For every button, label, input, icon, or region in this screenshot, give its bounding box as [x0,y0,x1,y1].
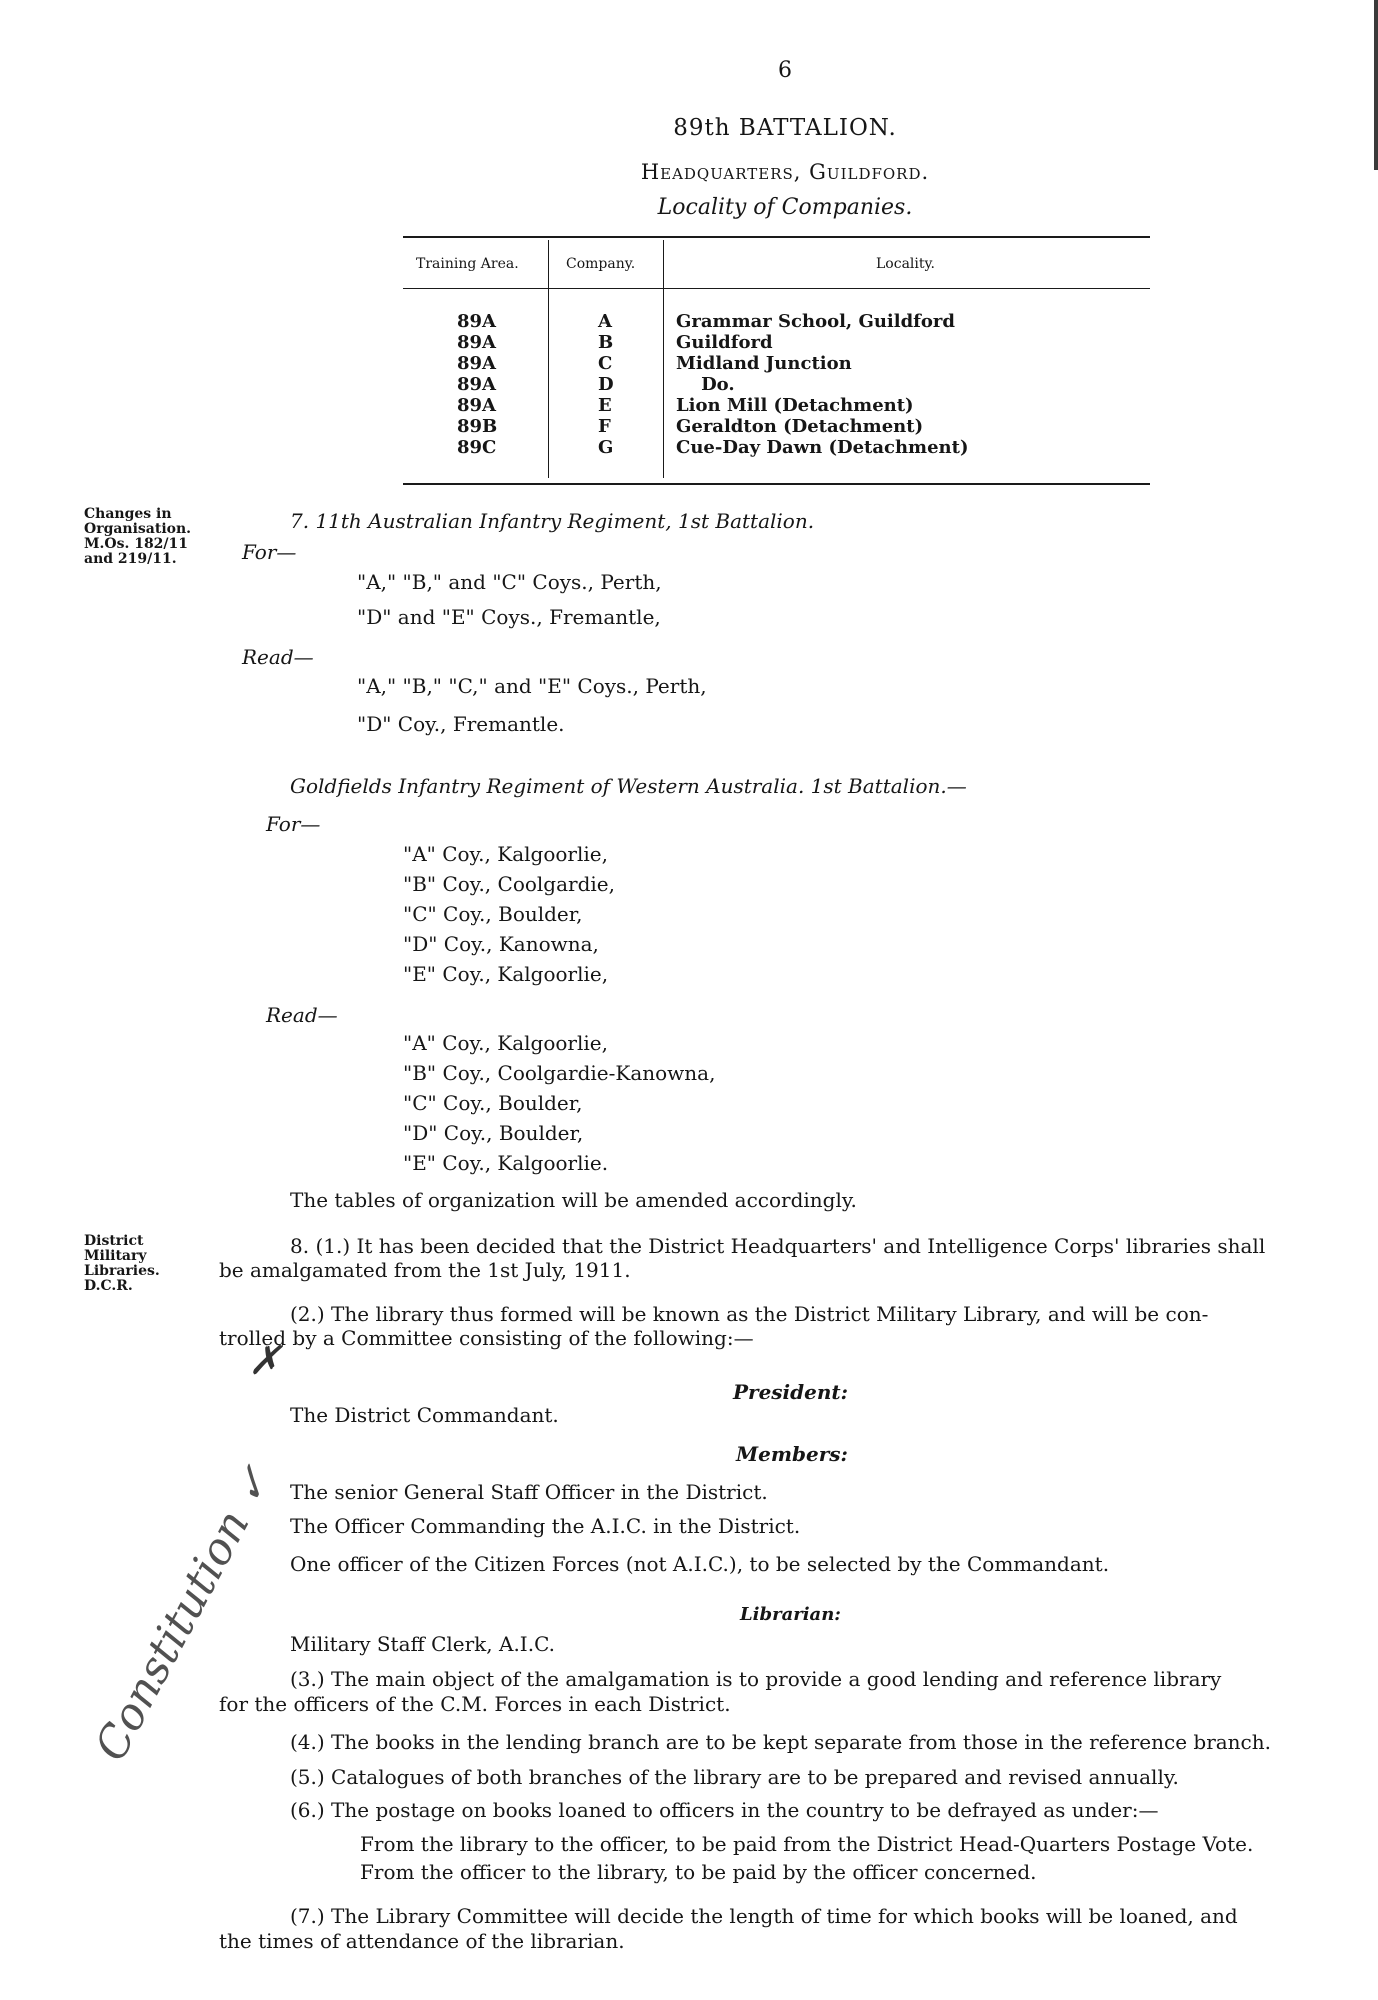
header-training-area: Training Area. [416,256,519,272]
section8-p1-cont: be amalgamated from the 1st July, 1911. [219,1258,631,1282]
goldfields-heading: Goldfields Infantry Regiment of Western Australia. 1st Battalion.— [290,774,967,798]
locality-heading: Locality of Companies. [657,195,913,220]
document-page: 6 89th BATTALION. Headquarters, Guildford. Locality of Companies. Training Area. Company. Locality. 89A A Grammar School, Guildford 89A B Guildford 89A C Midland Junction 89A D Do. 89A E Lion Mill (Detachment) 89B F Geraldton (Detachment) 89C G Cue-Day Dawn (Detachment) Changes in Organisation. M.Os. 182/11 and 219/11. District Military Libraries. D.C.R. 7. 11th Australian Infantry Regiment, 1st Battalion. For— "A," "B," and "C" Coys., Perth, "D" and "E" Coys., Fremantle, Read— "A," "B," "C," and "E" Coys., Perth, "D" Coy., Fremantle. Goldfields Infantry Regiment of Western Australia. 1st Battalion.— For— "A" Coy., Kalgoorlie, "B" Coy., Coolgardie, "C" Coy., Boulder, "D" Coy., Kanowna, "E" Coy., Kalgoorlie, Read— "A" Coy., Kalgoorlie, "B" Coy., Coolgardie-Kanowna, "C" Coy., Boulder, "D" Coy., Boulder, "E" Coy., Kalgoorlie. The tables of organization will be amended accordingly. 8. (1.) It has been decided that the District Headquarters' and Intelligence Corps' libraries shall be amalgamated from the 1st July, 1911. (2.) The library thus formed will be known as the District Military Library, and will be con- trolled by a Committee consisting of the following:— President: The District Commandant. Members: The senior General Staff Officer in the District. The Officer Commanding the A.I.C. in the District. One officer of the Citizen Forces (not A.I.C.), to be selected by the Commandant. Librarian: Military Staff Clerk, A.I.C. (3.) The main object of the amalgamation is to provide a good lending and reference library for the officers of the C.M. Forces in each District. (4.) The books in the lending branch are to be kept separate from those in the reference branch. (5.) Catalogues of both branches of the library are to be prepared and revised annually. (6.) The postage on books loaned to officers in the country to be defrayed as under:— From the library to the officer, to be paid from the District Head-Quarters Postage Vote. From the officer to the library, to be paid by the officer concerned. (7.) The Library Committee will decide the length of time for which books will be loaned, and the times of attendance of the librarian. Constitution ✓ ✗ [0,0,1378,2000]
margin-note-library: District Military Libraries. D.C.R. [84,1233,160,1294]
margin-note-changes: Changes in Organisation. M.Os. 182/11 and 219/11. [84,506,192,567]
read-line: "A," "B," "C," and "E" Coys., Perth, [357,674,707,698]
gf-read-label: Read— [266,1003,338,1027]
librarian-label: Librarian: [740,1604,841,1625]
section8-p4: (4.) The books in the lending branch are to be kept separate from those in the reference branch. [290,1730,1271,1754]
section7-heading: 7. 11th Australian Infantry Regiment, 1st Battalion. [290,509,815,533]
page-number: 6 [778,58,792,83]
section8-p5: (5.) Catalogues of both branches of the library are to be prepared and revised annually. [290,1765,1179,1789]
member: The Officer Commanding the A.I.C. in the District. [290,1514,801,1538]
gf-for-label: For— [266,812,321,836]
gf-read-line: "E" Coy., Kalgoorlie. [403,1151,609,1175]
gf-for-line: "B" Coy., Coolgardie, [403,872,615,896]
gf-read-line: "B" Coy., Coolgardie-Kanowna, [403,1061,716,1085]
president-label: President: [733,1380,849,1404]
section8-p3: (3.) The main object of the amalgamation is to provide a good lending and reference library [290,1667,1222,1691]
section8-p6-item: From the officer to the library, to be paid by the officer concerned. [360,1860,1037,1884]
for-line: "A," "B," and "C" Coys., Perth, [357,570,662,594]
section8-p2-cont: trolled by a Committee consisting of the following:— [219,1326,754,1350]
section8-p6: (6.) The postage on books loaned to officers in the country to be defrayed as under:— [290,1798,1159,1822]
header-locality: Locality. [876,256,935,272]
section8-p6-item: From the library to the officer, to be paid from the District Head-Quarters Postage Vote. [360,1832,1254,1856]
scan-edge [1374,0,1378,170]
section8-p7: (7.) The Library Committee will decide the length of time for which books will be loaned, and [290,1904,1238,1928]
section8-p3-cont: for the officers of the C.M. Forces in each District. [219,1692,731,1716]
member: One officer of the Citizen Forces (not A.I.C.), to be selected by the Commandant. [290,1552,1110,1576]
gf-read-line: "A" Coy., Kalgoorlie, [403,1031,608,1055]
handwritten-tick-mark: ✗ [248,1338,282,1384]
gf-read-line: "C" Coy., Boulder, [403,1091,583,1115]
section8-p7-cont: the times of attendance of the librarian. [219,1929,625,1953]
for-line: "D" and "E" Coys., Fremantle, [357,605,661,629]
header-company: Company. [566,256,636,272]
president: The District Commandant. [290,1403,559,1427]
librarian: Military Staff Clerk, A.I.C. [290,1632,556,1656]
section8-p2: (2.) The library thus formed will be known as the District Military Library, and will be con- [290,1302,1209,1326]
for-label: For— [242,540,297,564]
members-label: Members: [736,1442,848,1466]
gf-for-line: "A" Coy., Kalgoorlie, [403,842,608,866]
gf-for-line: "C" Coy., Boulder, [403,902,583,926]
handwritten-signature: Constitution ✓ [85,1457,284,1770]
table-bottom-rule [403,483,1150,485]
gf-read-line: "D" Coy., Boulder, [403,1121,584,1145]
read-line: "D" Coy., Fremantle. [357,712,565,736]
table-col-divider [548,240,549,478]
table-top-rule [403,236,1150,238]
gf-for-line: "E" Coy., Kalgoorlie, [403,962,609,986]
read-label: Read— [242,645,314,669]
headquarters-line: Headquarters, Guildford. [640,160,930,184]
member: The senior General Staff Officer in the District. [290,1480,768,1504]
section8-p1: 8. (1.) It has been decided that the District Headquarters' and Intelligence Corps' libraries shall [290,1234,1266,1258]
gf-for-line: "D" Coy., Kanowna, [403,932,599,956]
section7-closing: The tables of organization will be amended accordingly. [290,1188,857,1212]
table-header-rule [403,288,1150,289]
table-col-divider [663,240,664,478]
battalion-title: 89th BATTALION. [673,115,897,141]
